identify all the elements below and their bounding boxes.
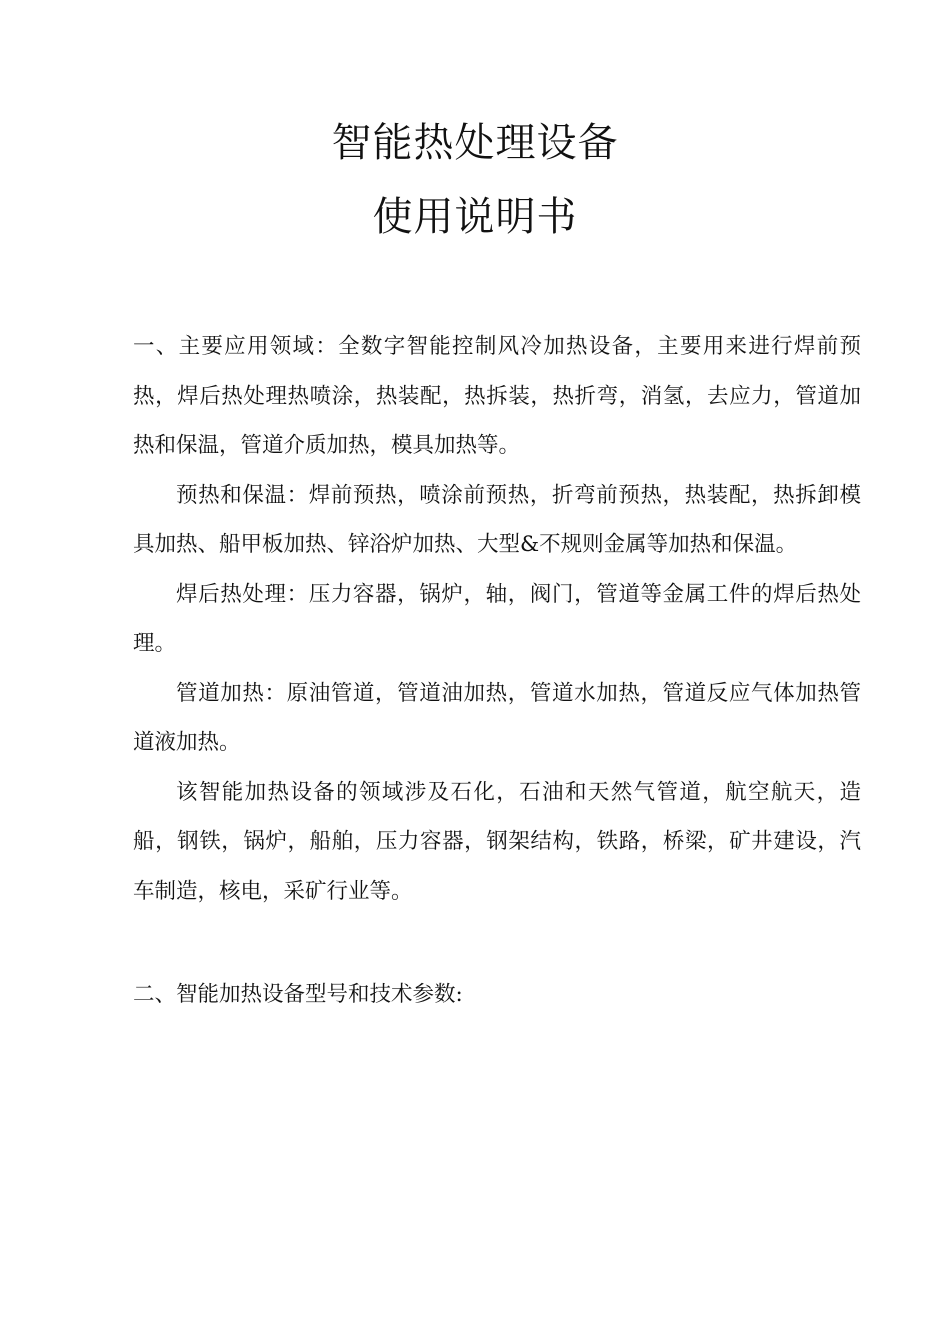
document-title: 智能热处理设备: [331, 120, 619, 166]
paragraph-preheat: 预热和保温：焊前预热，喷涂前预热，折弯前预热，热装配，热拆卸模具加热、船甲板加热、锌浴炉加热、大型&不规则金属等加热和保温。: [133, 482, 861, 557]
section-application-fields: [133, 322, 861, 916]
section-1-heading-paragraph: 一、主要应用领域：全数字智能控制风冷加热设备，主要用来进行焊前预热，焊后热处理热喷涂，热装配，热拆装，热折弯，消氢，去应力，管道加热和保温，管道介质加热，模具加热等。: [133, 334, 861, 458]
section-2-heading: 二、智能加热设备型号和技术参数:: [133, 982, 463, 1007]
paragraph-post-weld-heat-treatment: 焊后热处理：压力容器，锅炉，轴，阀门，管道等金属工件的焊后热处理。: [133, 581, 861, 656]
paragraph-pipe-heating: 管道加热：原油管道，管道油加热，管道水加热，管道反应气体加热管道液加热。: [133, 680, 861, 755]
document-subtitle: 使用说明书: [372, 194, 578, 240]
section-models-parameters: [133, 970, 861, 1020]
paragraph-industry-fields: 该智能加热设备的领域涉及石化，石油和天然气管道，航空航天，造船，钢铁，锅炉，船舶，压力容器，钢架结构，铁路，桥梁，矿井建设，汽车制造，核电，采矿行业等。: [133, 779, 861, 904]
